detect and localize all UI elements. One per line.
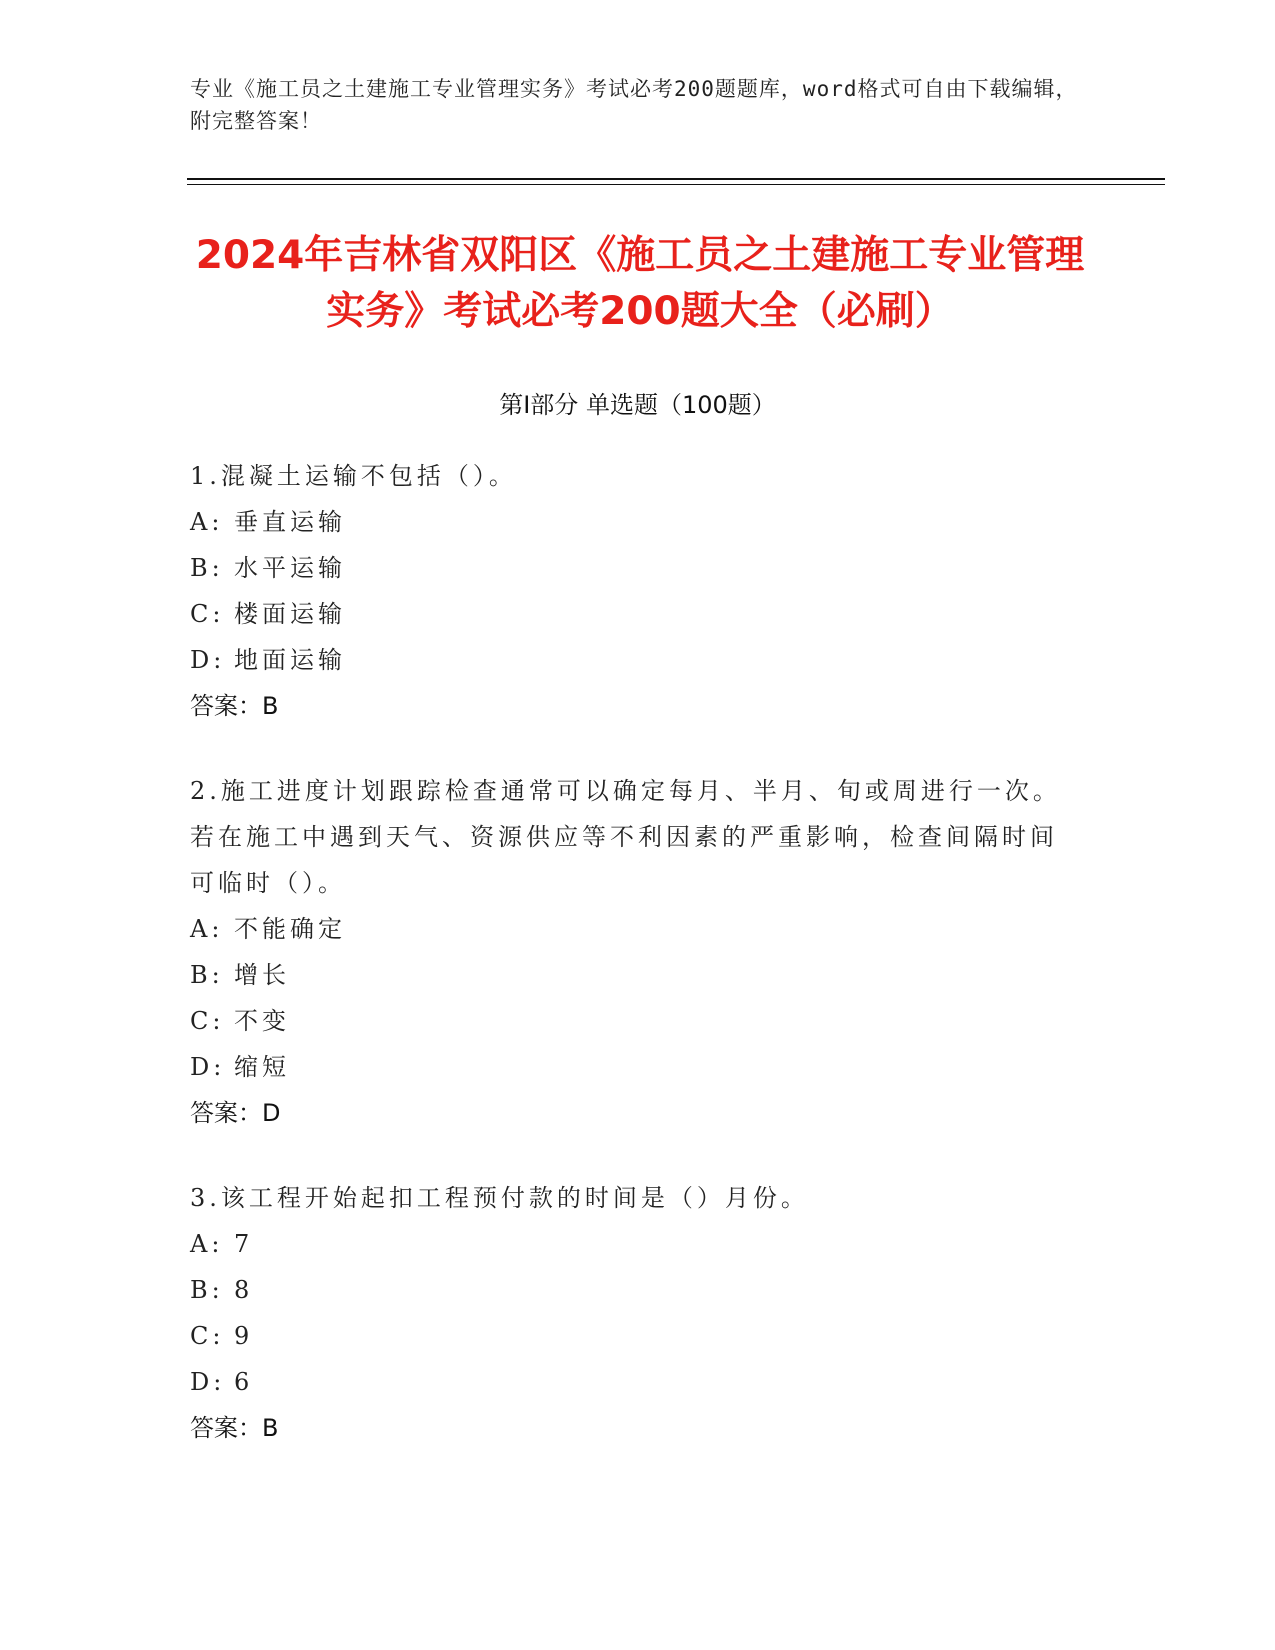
option-key: C:: [190, 600, 225, 628]
option-key: B:: [190, 961, 224, 989]
option-c: [190, 591, 1070, 637]
question-stem: 1.混凝土运输不包括（）。: [190, 462, 517, 490]
option-key: D:: [190, 646, 226, 674]
option-text: 增长: [234, 961, 290, 989]
option-b: [190, 952, 1070, 998]
answer: 答案：B: [190, 1414, 279, 1442]
option-text: 不能确定: [234, 915, 346, 943]
question-3: [190, 1175, 1070, 1451]
header-rule-thin: [187, 184, 1165, 185]
document-title: 2024年吉林省双阳区《施工员之土建施工专业管理实务》考试必考200题大全（必刷）: [195, 233, 1085, 334]
question-stem: 3.该工程开始起扣工程预付款的时间是（）月份。: [190, 1184, 809, 1212]
option-a: [190, 499, 1070, 545]
answer: 答案：D: [190, 1099, 281, 1127]
option-key: D:: [190, 1053, 226, 1081]
option-text: 楼面运输: [234, 600, 346, 628]
option-b: [190, 545, 1070, 591]
option-key: B:: [190, 554, 224, 582]
section-title: 第Ⅰ部分 单选题（100题）: [499, 391, 776, 419]
option-b: [190, 1267, 1070, 1313]
option-text: 地面运输: [234, 646, 346, 674]
question-stem: 2.施工进度计划跟踪检查通常可以确定每月、半月、旬或周进行一次。若在施工中遇到天气、资源供应等不利因素的严重影响，检查间隔时间可临时（）。: [190, 777, 1061, 897]
option-d: [190, 1044, 1070, 1090]
option-key: D:: [190, 1368, 226, 1396]
option-text: 8: [234, 1276, 254, 1304]
option-c: [190, 998, 1070, 1044]
option-text: 水平运输: [234, 554, 346, 582]
option-key: B:: [190, 1276, 224, 1304]
option-text: 7: [234, 1230, 254, 1258]
option-key: A:: [190, 1230, 224, 1258]
question-1: [190, 453, 1070, 729]
option-key: A:: [190, 508, 224, 536]
option-key: A:: [190, 915, 224, 943]
header-note: 专业《施工员之土建施工专业管理实务》考试必考200题题库，word格式可自由下载编辑，附完整答案！: [190, 77, 1078, 133]
header-rule-thick: [187, 178, 1165, 180]
option-text: 垂直运输: [234, 508, 346, 536]
option-d: [190, 637, 1070, 683]
option-text: 9: [234, 1322, 254, 1350]
option-text: 缩短: [234, 1053, 290, 1081]
question-2: [190, 768, 1070, 1136]
option-d: [190, 1359, 1070, 1405]
answer: 答案：B: [190, 692, 279, 720]
option-a: [190, 906, 1070, 952]
option-text: 6: [234, 1368, 254, 1396]
option-key: C:: [190, 1007, 225, 1035]
option-text: 不变: [234, 1007, 290, 1035]
option-a: [190, 1221, 1070, 1267]
option-c: [190, 1313, 1070, 1359]
option-key: C:: [190, 1322, 225, 1350]
